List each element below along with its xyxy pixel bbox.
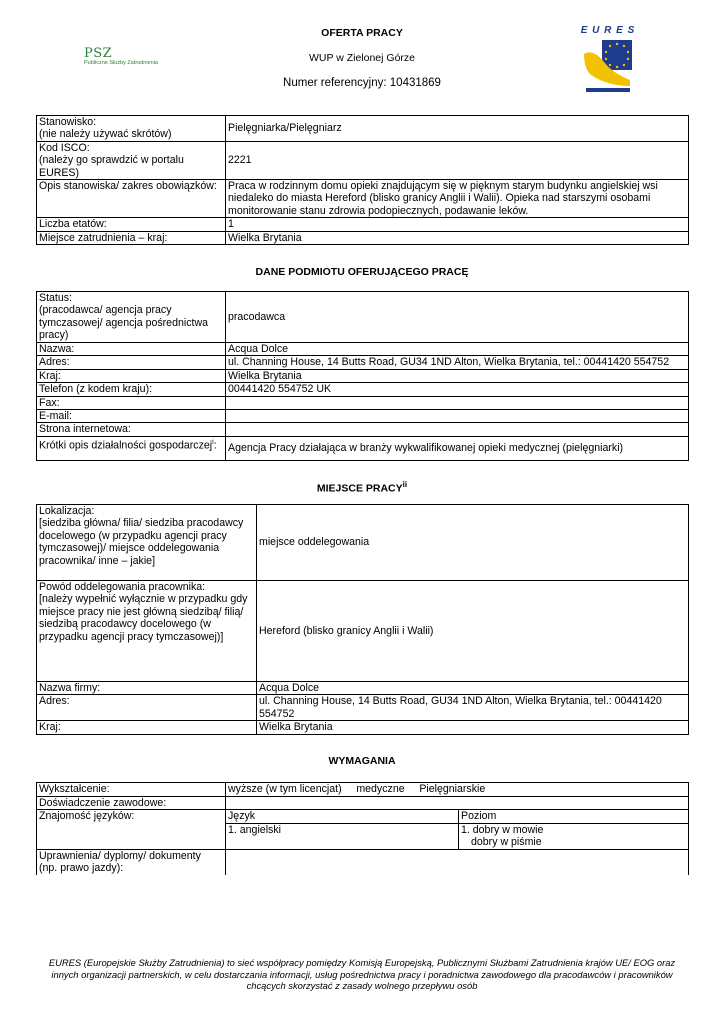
table-row: [37, 721, 689, 734]
isco-label: Kod ISCO: (należy go sprawdzić w portalu EURES): [37, 141, 226, 179]
table-row: [37, 343, 689, 356]
location-label: Lokalizacja: [siedziba główna/ filia/ siedziba pracodawcy docelowego (w przypadku agencji pracy tymczasowej)/ miejsce oddelegowania pracownika/ inne – jakie]: [37, 505, 257, 581]
isco-value: 2221: [226, 141, 689, 179]
level-1-speaking: 1. dobry w mowie: [461, 823, 544, 836]
table-row: [37, 797, 689, 810]
footer-note: EURES (Europejskie Służby Zatrudnienia) to sieć współpracy pomiędzy Komisją Europejską, Publicznymi Służbami Zatrudnienia krajów UE/ EOG oraz innych organizacji partnerskich, w celu dostarczania informacji, usług pośrednictwa pracy i poradnictwa zawodowego dla pracodawców i pracowników chcących skorzystać z zasady wolnego przepływu osób: [48, 957, 676, 992]
job-table: [36, 115, 689, 245]
fax-label: Fax:: [37, 396, 226, 409]
reason-label: Powód oddelegowania pracownika: [należy wypełnić wyłącznie w przypadku gdy miejsce pracy nie jest główną siedzibą/ filią/ siedzibą pracodawcy docelowego (w przypadku agencji pracy tymczasowej)]: [37, 581, 257, 682]
office-name: WUP w Zielonej Górze: [308, 52, 415, 64]
name-label: Nazwa:: [37, 343, 226, 356]
permits-label: Uprawnienia/ dyplomy/ dokumenty (np. prawo jazdy):: [37, 849, 226, 875]
workplace-table: [36, 504, 689, 735]
psz-logo-subtitle: Publiczne Służby Zatrudnienia: [84, 60, 158, 66]
website-value: [226, 423, 689, 436]
table-row: [37, 396, 689, 409]
location-value: miejsce oddelegowania: [257, 505, 689, 581]
table-row: [37, 783, 689, 797]
reference-number: Numer referencyjny: 10431869: [283, 77, 441, 89]
table-row: [37, 410, 689, 423]
activity-value: Agencja Pracy działająca w branży wykwalifikowanej opieki medycznej (pielęgniarki): [226, 436, 689, 460]
company-label: Nazwa firmy:: [37, 682, 257, 695]
reason-value: Hereford (blisko granicy Anglii i Walii): [257, 581, 689, 682]
description-label: Opis stanowiska/ zakres obowiązków:: [37, 180, 226, 218]
workplace-heading: MIEJSCE PRACY$^{ii}$: [316, 480, 408, 495]
table-row: [37, 383, 689, 396]
website-label: Strona internetowa:: [37, 423, 226, 436]
position-label: Stanowisko: (nie należy używać skrótów): [37, 116, 226, 142]
description-value: Praca w rodzinnym domu opieki znajdującym się w pięknym starym budynku angielskiej wsi niedaleko do miasta Hereford (blisko granicy Anglii i Walii). Opieka nad starszymi osobami monitorowanie stanu zdrowia podopiecznych, podawanie leków.: [226, 180, 689, 218]
education-value: wyższe (w tym licencjat) medyczne Pielęgniarskie: [226, 783, 689, 797]
company-value: Acqua Dolce: [257, 682, 689, 695]
language-column-header: Język: [226, 810, 459, 823]
table-row: [37, 356, 689, 369]
fax-value: [226, 396, 689, 409]
status-value: pracodawca: [226, 292, 689, 343]
permits-value: [226, 849, 689, 875]
table-row: [37, 423, 689, 436]
psz-logo-text: PSZ: [84, 46, 113, 61]
address-label: Adres:: [37, 695, 257, 721]
country-label: Miejsce zatrudnienia – kraj:: [37, 231, 226, 244]
country-label: Kraj:: [37, 369, 226, 382]
level-1-writing: dobry w piśmie: [471, 836, 542, 849]
country-value: Wielka Brytania: [226, 369, 689, 382]
employer-heading: DANE PODMIOTU OFERUJĄCEGO PRACĘ: [255, 266, 469, 278]
eures-emblem-icon: [580, 36, 636, 94]
name-value: Acqua Dolce: [226, 343, 689, 356]
languages-label: Znajomość języków:: [37, 810, 226, 849]
address-value: ul. Channing House, 14 Butts Road, GU34 1ND Alton, Wielka Brytania, tel.: 00441420 554752: [226, 356, 689, 369]
country-label: Kraj:: [37, 721, 257, 734]
table-row: [37, 180, 689, 218]
table-row: [37, 505, 689, 581]
table-row: [37, 695, 689, 721]
level-1: [459, 823, 689, 849]
requirements-table: [36, 782, 689, 875]
education-label: Wykształcenie:: [37, 783, 226, 797]
page-title: OFERTA PRACY: [321, 27, 403, 39]
footnote-marker: i: [212, 438, 214, 446]
phone-label: Telefon (z kodem kraju):: [37, 383, 226, 396]
footnote-marker: ii: [402, 480, 408, 489]
table-row: [37, 682, 689, 695]
positions-label: Liczba etatów:: [37, 218, 226, 231]
phone-value: 00441420 554752 UK: [226, 383, 689, 396]
activity-label: Krótki opis działalności gospodarczej$^i$:: [37, 436, 226, 460]
address-label: Adres:: [37, 356, 226, 369]
requirements-heading: WYMAGANIA: [328, 755, 396, 767]
email-label: E-mail:: [37, 410, 226, 423]
eures-logo: [580, 25, 636, 95]
address-value: ul. Channing House, 14 Butts Road, GU34 1ND Alton, Wielka Brytania, tel.: 00441420 554752: [257, 695, 689, 721]
table-row: [37, 231, 689, 244]
level-column-header: Poziom: [459, 810, 689, 823]
table-row: [37, 581, 689, 682]
employer-table: [36, 291, 689, 461]
experience-value: [226, 797, 689, 810]
table-row: [37, 810, 689, 823]
position-value: Pielęgniarka/Pielęgniarz: [226, 116, 689, 142]
table-row: [37, 116, 689, 142]
table-row: [37, 849, 689, 875]
experience-label: Doświadczenie zawodowe:: [37, 797, 226, 810]
country-value: Wielka Brytania: [226, 231, 689, 244]
positions-value: 1: [226, 218, 689, 231]
status-label: Status: (pracodawca/ agencja pracy tymczasowej/ agencja pośrednictwa pracy): [37, 292, 226, 343]
language-1: 1. angielski: [226, 823, 459, 849]
table-row: [37, 141, 689, 179]
country-value: Wielka Brytania: [257, 721, 689, 734]
table-row: [37, 218, 689, 231]
table-row: [37, 292, 689, 343]
table-row: [37, 436, 689, 460]
email-value: [226, 410, 689, 423]
table-row: [37, 369, 689, 382]
eures-logo-text: E U R E S: [580, 25, 636, 36]
